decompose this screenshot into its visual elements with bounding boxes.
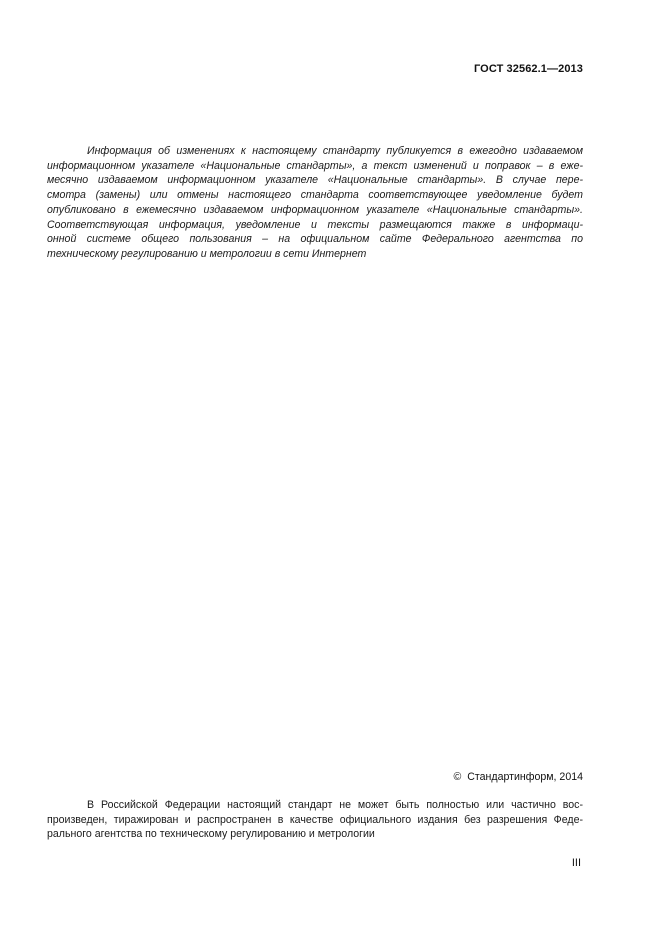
info-line: техническому регулированию и метрологии в сети Интернет bbox=[47, 247, 367, 260]
rights-paragraph bbox=[47, 798, 583, 842]
info-line: опубликовано в ежемесячно издаваемом информационном указателе «Национальные стандарты». bbox=[47, 203, 583, 216]
rights-line: произведен, тиражирован и распространен в качестве официального издания без разрешения Феде- bbox=[47, 813, 583, 826]
copyright-notice bbox=[453, 771, 583, 783]
page-number: III bbox=[571, 857, 581, 869]
rights-line: В Российской Федерации настоящий стандарт не может быть полностью или частично вос- bbox=[87, 799, 583, 811]
standard-code: ГОСТ 32562.1—2013 bbox=[473, 63, 583, 75]
rights-line: рального агентства по техническому регулированию и метрологии bbox=[47, 828, 375, 841]
info-line: онной системе общего пользования – на официальном сайте Федерального агентства по bbox=[47, 233, 583, 246]
copyright-text: Стандартинформ, 2014 bbox=[467, 771, 583, 783]
info-line: информационном указателе «Национальные стандарты», а текст изменений и поправок – в еже- bbox=[47, 159, 583, 172]
info-line: месячно издаваемом информационном указателе «Национальные стандарты». В случае пере- bbox=[47, 174, 583, 187]
copyright-symbol: © bbox=[453, 771, 462, 783]
info-line: смотра (замены) или отмены настоящего стандарта соответствующее уведомление будет bbox=[47, 189, 583, 202]
info-paragraph bbox=[47, 144, 583, 262]
info-line: Информация об изменениях к настоящему стандарту публикуется в ежегодно издаваемом bbox=[87, 145, 583, 157]
info-line: Соответствующая информация, уведомление и тексты размещаются также в информаци- bbox=[47, 218, 583, 231]
